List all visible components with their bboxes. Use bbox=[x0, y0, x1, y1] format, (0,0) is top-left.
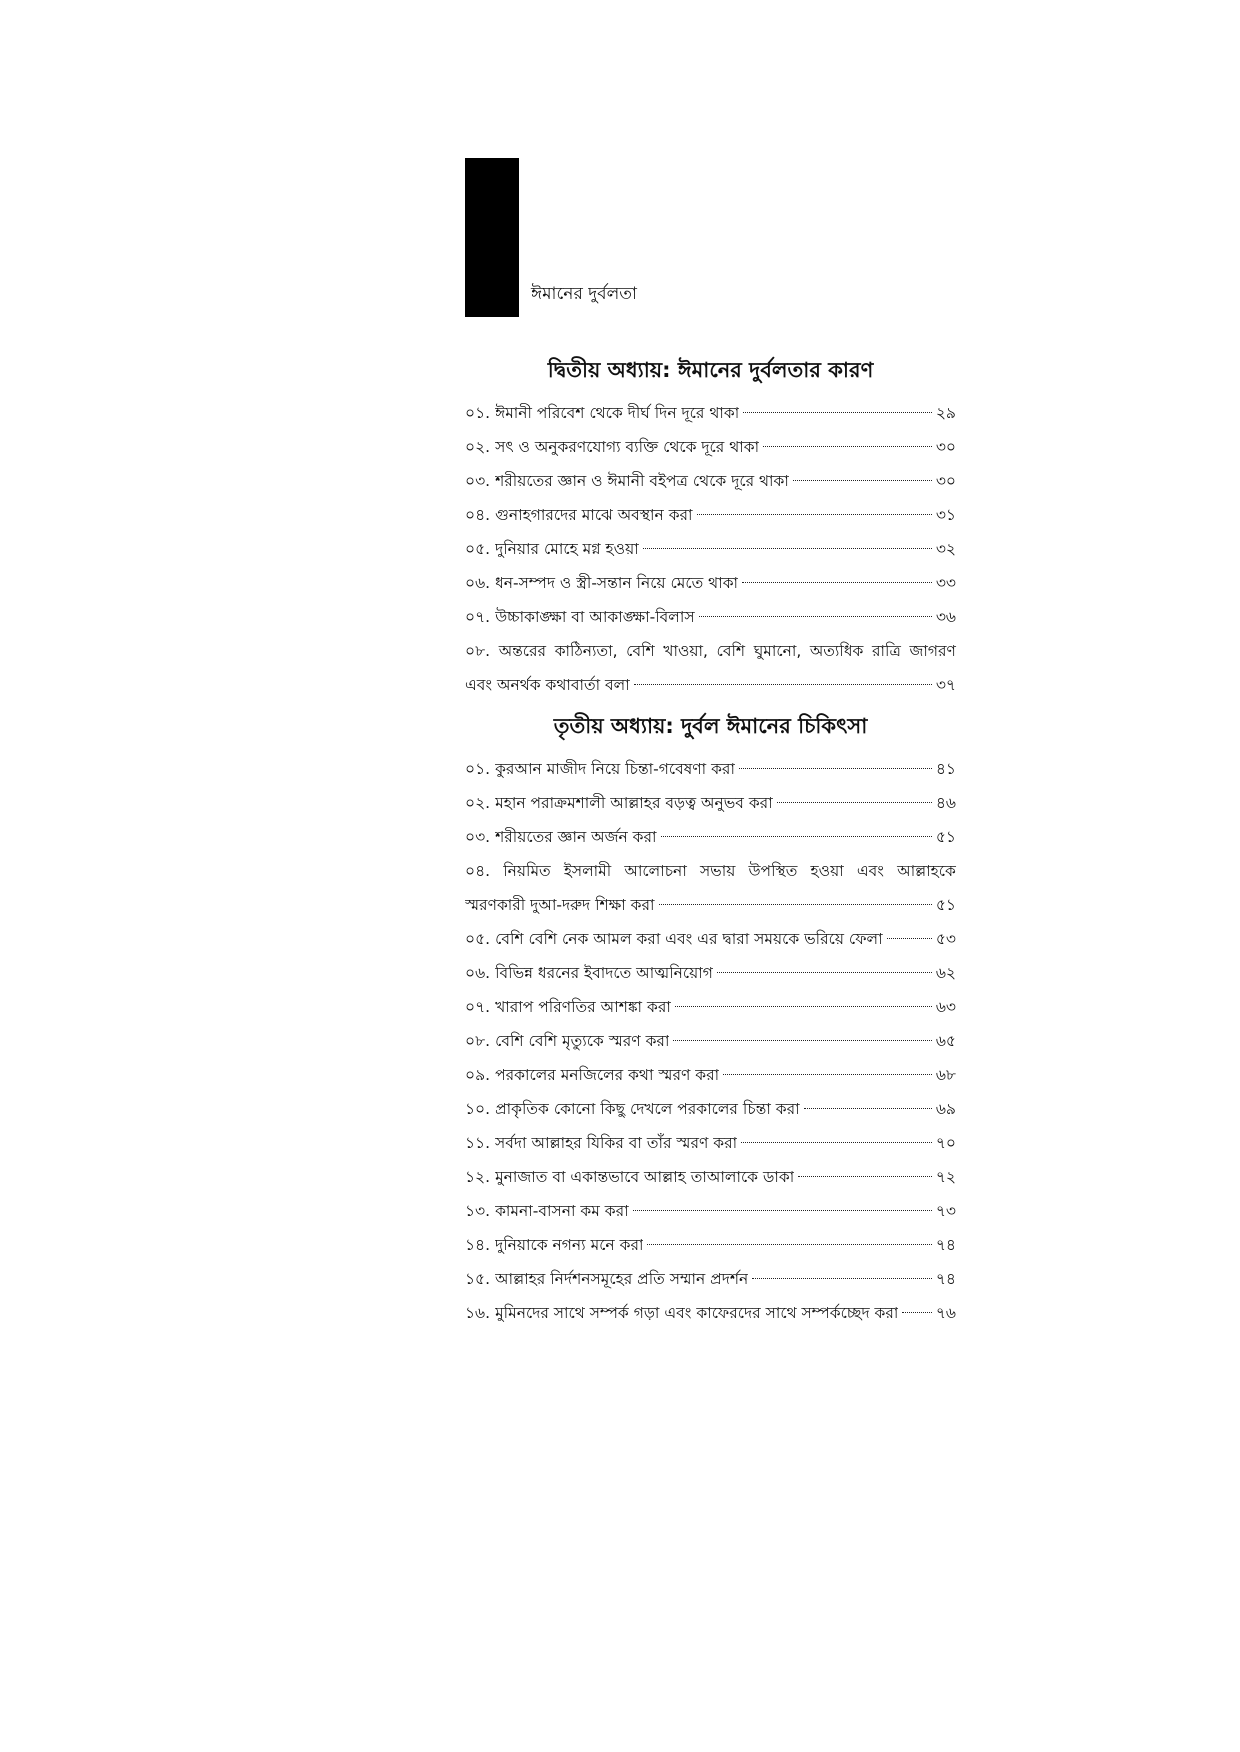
toc-entry bbox=[465, 532, 956, 566]
entry-text: গুনাহগারদের মাঝে অবস্থান করা bbox=[495, 506, 693, 524]
entry-text: বেশি বেশি মৃত্যুকে স্মরণ করা bbox=[495, 1032, 670, 1050]
toc-entry bbox=[465, 1092, 956, 1126]
entry-number: ০৪. bbox=[465, 506, 491, 524]
entry-word: সভায় bbox=[699, 862, 736, 880]
entry-page: ৭২ bbox=[935, 1168, 956, 1186]
entry-text: কুরআন মাজীদ নিয়ে চিন্তা-গবেষণা করা bbox=[495, 760, 735, 778]
chapter3-title: তৃতীয় অধ্যায়: দুর্বল ঈমানের চিকিৎসা bbox=[553, 714, 868, 738]
entry-number: ০৩. bbox=[465, 828, 491, 846]
dot-leader bbox=[643, 548, 932, 549]
entry-text: খারাপ পরিণতির আশঙ্কা করা bbox=[495, 998, 671, 1016]
chapter3-entry4-line1 bbox=[465, 854, 956, 888]
entry-page: ৪১ bbox=[935, 760, 956, 778]
entry-word: নিয়মিত bbox=[503, 862, 551, 880]
entry-page: ৬৮ bbox=[935, 1066, 956, 1084]
dot-leader bbox=[659, 904, 932, 905]
entry-text: বিভিন্ন ধরনের ইবাদতে আত্মনিয়োগ bbox=[495, 964, 713, 982]
chapter2-list bbox=[465, 396, 956, 634]
toc-entry bbox=[465, 1194, 956, 1228]
toc-entry bbox=[465, 1262, 956, 1296]
entry-page: ৬৯ bbox=[935, 1100, 956, 1118]
entry-text: আল্লাহর নির্দশনসমূহের প্রতি সম্মান প্রদর্শন bbox=[495, 1270, 749, 1288]
toc-entry bbox=[465, 922, 956, 956]
toc-entry bbox=[465, 566, 956, 600]
entry-word: বেশি bbox=[626, 642, 655, 660]
entry-page: ৪৬ bbox=[935, 794, 956, 812]
entry-word: অত্যধিক bbox=[809, 642, 864, 660]
entry-page: ৩৭ bbox=[935, 676, 956, 694]
dot-leader bbox=[777, 802, 932, 803]
chapter3-entry4-line2 bbox=[465, 888, 956, 922]
entry-text: মহান পরাক্রমশালী আল্লাহর বড়ত্ব অনুভব করা bbox=[495, 794, 773, 812]
entry-word: অন্তরের bbox=[498, 642, 547, 660]
dot-leader bbox=[717, 972, 932, 973]
entry-page: ৫৩ bbox=[935, 930, 956, 948]
entry-number: ০৮. bbox=[465, 1032, 491, 1050]
chapter3-list-a bbox=[465, 752, 956, 854]
entry-number: ০২. bbox=[465, 438, 491, 456]
toc-entry bbox=[465, 1160, 956, 1194]
dot-leader bbox=[742, 582, 932, 583]
dot-leader bbox=[723, 1074, 932, 1075]
entry-number: ১৩. bbox=[465, 1202, 491, 1220]
entry-text: মুমিনদের সাথে সম্পর্ক গড়া এবং কাফেরদের সাথে সম্পর্কচ্ছেদ করা bbox=[495, 1304, 899, 1322]
entry-number: ০৭. bbox=[465, 608, 491, 626]
dot-leader bbox=[697, 514, 932, 515]
toc-entry bbox=[465, 1058, 956, 1092]
entry-number: ০৭. bbox=[465, 998, 491, 1016]
dot-leader bbox=[763, 446, 932, 447]
chapter3-list-b bbox=[465, 922, 956, 1330]
chapter2-entry8-line2 bbox=[465, 668, 956, 702]
entry-text: ঈমানী পরিবেশ থেকে দীর্ঘ দিন দূরে থাকা bbox=[495, 404, 740, 422]
toc-entry bbox=[465, 786, 956, 820]
dot-leader bbox=[743, 412, 932, 413]
entry-text: উচ্চাকাঙ্ক্ষা বা আকাঙ্ক্ষা-বিলাস bbox=[495, 608, 695, 626]
entry-text: মুনাজাত বা একান্তভাবে আল্লাহ তাআলাকে ডাকা bbox=[495, 1168, 795, 1186]
running-head: ঈমানের দুর্বলতা bbox=[531, 284, 637, 304]
chapter2-entry8-line1 bbox=[465, 634, 956, 668]
toc-entry bbox=[465, 1126, 956, 1160]
entry-text: পরকালের মনজিলের কথা স্মরণ করা bbox=[495, 1066, 720, 1084]
entry-word: বেশি bbox=[716, 642, 746, 660]
entry-text: বেশি বেশি নেক আমল করা এবং এর দ্বারা সময়কে ভরিয়ে ফেলা bbox=[495, 930, 883, 948]
entry-page: ৬৩ bbox=[935, 998, 956, 1016]
entry-number: ০১. bbox=[465, 404, 491, 422]
entry-word: ইসলামী bbox=[563, 862, 612, 880]
dot-leader bbox=[793, 480, 932, 481]
entry-word: আল্লাহকে bbox=[897, 862, 956, 880]
entry-page: ৬৫ bbox=[935, 1032, 956, 1050]
toc-entry bbox=[465, 752, 956, 786]
dot-leader bbox=[804, 1108, 932, 1109]
entry-number: ১২. bbox=[465, 1168, 491, 1186]
entry-page: ৫১ bbox=[935, 896, 956, 914]
entry-text: স্মরণকারী দুআ-দরুদ শিক্ষা করা bbox=[465, 896, 655, 914]
table-of-contents bbox=[465, 350, 956, 1330]
dot-leader bbox=[675, 1006, 932, 1007]
toc-entry bbox=[465, 464, 956, 498]
entry-page: ৭৪ bbox=[935, 1236, 956, 1254]
entry-page: ৬২ bbox=[935, 964, 956, 982]
entry-number: ১০. bbox=[465, 1100, 491, 1118]
entry-number: ০৫. bbox=[465, 540, 491, 558]
entry-number: ১১. bbox=[465, 1134, 491, 1152]
dot-leader bbox=[887, 938, 932, 939]
dot-leader bbox=[661, 836, 932, 837]
entry-word: উপস্থিত bbox=[748, 862, 798, 880]
entry-text: দুনিয়ার মোহে মগ্ন হওয়া bbox=[495, 540, 639, 558]
toc-entry bbox=[465, 820, 956, 854]
entry-number: ০২. bbox=[465, 794, 491, 812]
entry-page: ৭০ bbox=[935, 1134, 956, 1152]
dot-leader bbox=[647, 1244, 931, 1245]
chapter2-entries bbox=[465, 396, 956, 702]
entry-page: ৩২ bbox=[935, 540, 956, 558]
dot-leader bbox=[752, 1278, 932, 1279]
entry-number: ০১. bbox=[465, 760, 491, 778]
entry-page: ৭৪ bbox=[935, 1270, 956, 1288]
dot-leader bbox=[902, 1312, 931, 1313]
dot-leader bbox=[798, 1176, 932, 1177]
dot-leader bbox=[741, 1142, 932, 1143]
entry-word: রাত্রি bbox=[872, 642, 901, 660]
entry-page: ২৯ bbox=[935, 404, 956, 422]
dot-leader bbox=[633, 1210, 932, 1211]
entry-number: ০৯. bbox=[465, 1066, 491, 1084]
entry-number: ০৪. bbox=[465, 862, 491, 880]
dot-leader bbox=[634, 684, 932, 685]
toc-entry bbox=[465, 600, 956, 634]
dot-leader bbox=[699, 616, 932, 617]
entry-text: প্রাকৃতিক কোনো কিছু দেখলে পরকালের চিন্তা করা bbox=[495, 1100, 800, 1118]
entry-number: ০৬. bbox=[465, 574, 491, 592]
entry-number: ১৫. bbox=[465, 1270, 491, 1288]
entry-number: ০৫. bbox=[465, 930, 491, 948]
toc-entry bbox=[465, 1228, 956, 1262]
toc-entry bbox=[465, 1024, 956, 1058]
chapter3-entries bbox=[465, 752, 956, 1330]
entry-text: দুনিয়াকে নগন্য মনে করা bbox=[495, 1236, 644, 1254]
entry-number: ০৮. bbox=[465, 642, 491, 660]
entry-text: শরীয়তের জ্ঞান অর্জন করা bbox=[495, 828, 657, 846]
entry-page: ৩৬ bbox=[935, 608, 956, 626]
entry-word: ঘুমানো, bbox=[753, 642, 802, 660]
entry-word: খাওয়া, bbox=[663, 642, 708, 660]
toc-entry bbox=[465, 956, 956, 990]
entry-text: ধন-সম্পদ ও স্ত্রী-সন্তান নিয়ে মেতে থাকা bbox=[495, 574, 739, 592]
entry-page: ৭৩ bbox=[935, 1202, 956, 1220]
toc-entry bbox=[465, 430, 956, 464]
entry-word: এবং bbox=[856, 862, 884, 880]
entry-number: ০৩. bbox=[465, 472, 491, 490]
entry-word: হওয়া bbox=[810, 862, 844, 880]
toc-entry bbox=[465, 396, 956, 430]
entry-number: ১৪. bbox=[465, 1236, 491, 1254]
entry-text: সর্বদা আল্লাহর যিকির বা তাঁর স্মরণ করা bbox=[495, 1134, 738, 1152]
entry-page: ৫১ bbox=[935, 828, 956, 846]
toc-entry bbox=[465, 990, 956, 1024]
entry-page: ৩১ bbox=[935, 506, 956, 524]
entry-page: ৭৬ bbox=[935, 1304, 956, 1322]
header-bar bbox=[465, 158, 519, 317]
entry-word: কাঠিন্যতা, bbox=[554, 642, 618, 660]
entry-number: ১৬. bbox=[465, 1304, 491, 1322]
dot-leader bbox=[673, 1040, 931, 1041]
entry-text: কামনা-বাসনা কম করা bbox=[495, 1202, 629, 1220]
entry-text: এবং অনর্থক কথাবার্তা বলা bbox=[465, 676, 630, 694]
chapter2-title: দ্বিতীয় অধ্যায়: ঈমানের দুর্বলতার কারণ bbox=[547, 358, 874, 382]
entry-page: ৩০ bbox=[935, 472, 956, 490]
entry-word: জাগরণ bbox=[909, 642, 956, 660]
entry-word: আলোচনা bbox=[624, 862, 687, 880]
entry-page: ৩০ bbox=[935, 438, 956, 456]
toc-entry bbox=[465, 1296, 956, 1330]
entry-page: ৩৩ bbox=[935, 574, 956, 592]
entry-text: শরীয়তের জ্ঞান ও ঈমানী বইপত্র থেকে দূরে থাকা bbox=[495, 472, 789, 490]
dot-leader bbox=[739, 768, 932, 769]
entry-number: ০৬. bbox=[465, 964, 491, 982]
entry-text: সৎ ও অনুকরণযোগ্য ব্যক্তি থেকে দূরে থাকা bbox=[495, 438, 760, 456]
toc-entry bbox=[465, 498, 956, 532]
